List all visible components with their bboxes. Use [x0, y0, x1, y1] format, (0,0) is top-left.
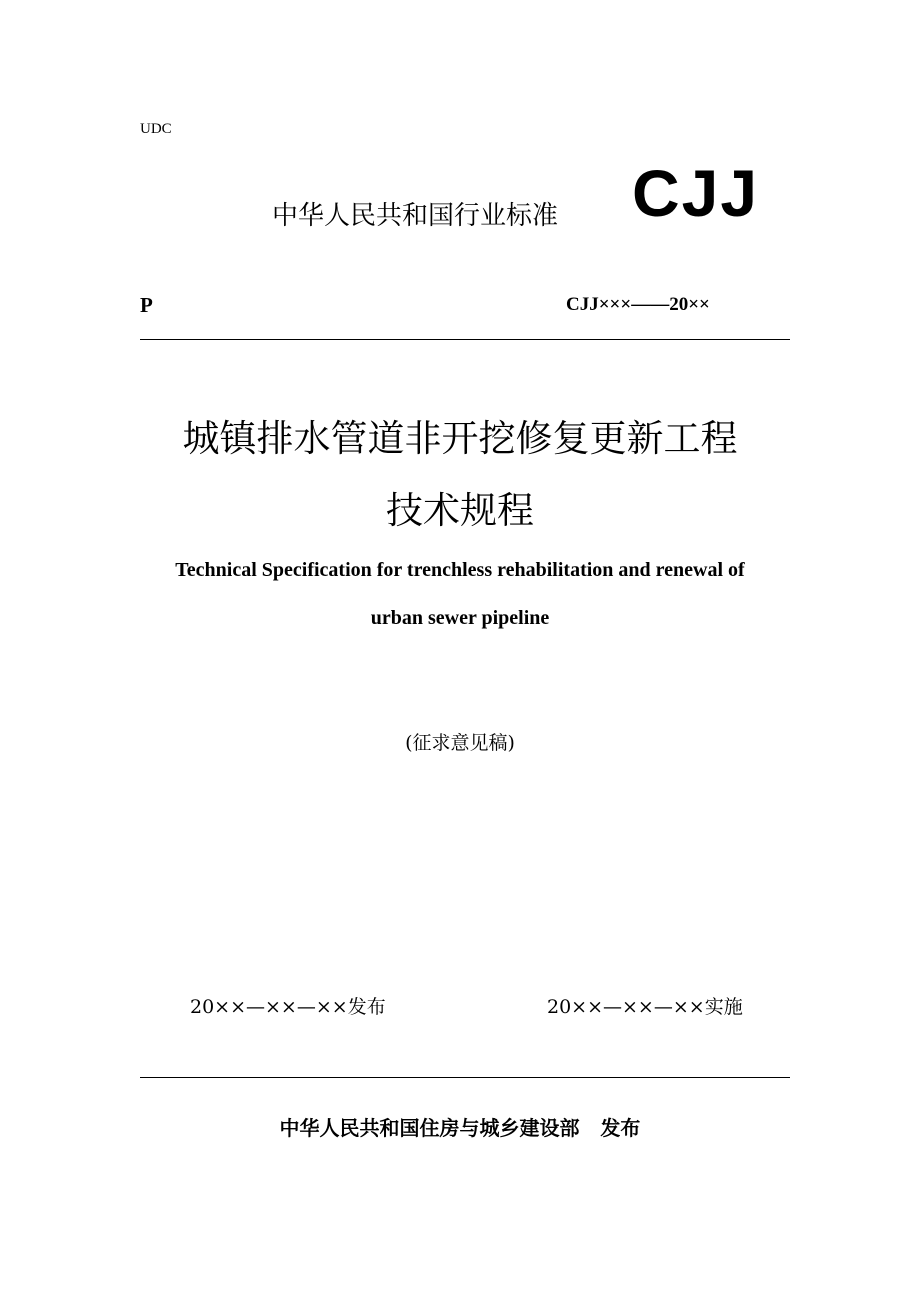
standard-number: CJJ×××——20×× [566, 294, 710, 315]
chinese-title-line1: 城镇排水管道非开挖修复更新工程 [182, 417, 738, 460]
cjj-logo: CJJ [632, 156, 760, 230]
top-divider [140, 339, 790, 340]
issue-date: 20××—××—××发布 [190, 996, 386, 1018]
chinese-title-line2: 技术规程 [386, 489, 534, 532]
industry-standard-title: 中华人民共和国行业标准 [272, 201, 559, 231]
english-title-line1: Technical Specification for trenchless rehabilitation and renewal of [175, 559, 745, 581]
udc-label: UDC [140, 121, 172, 137]
implementation-date: 20××—××—××实施 [547, 996, 743, 1018]
bottom-divider [140, 1077, 790, 1078]
draft-note: (征求意见稿) [405, 732, 515, 754]
classification-code: P [140, 293, 153, 317]
publisher-line: 中华人民共和国住房与城乡建设部 发布 [279, 1116, 641, 1140]
english-title-line2: urban sewer pipeline [370, 607, 550, 629]
